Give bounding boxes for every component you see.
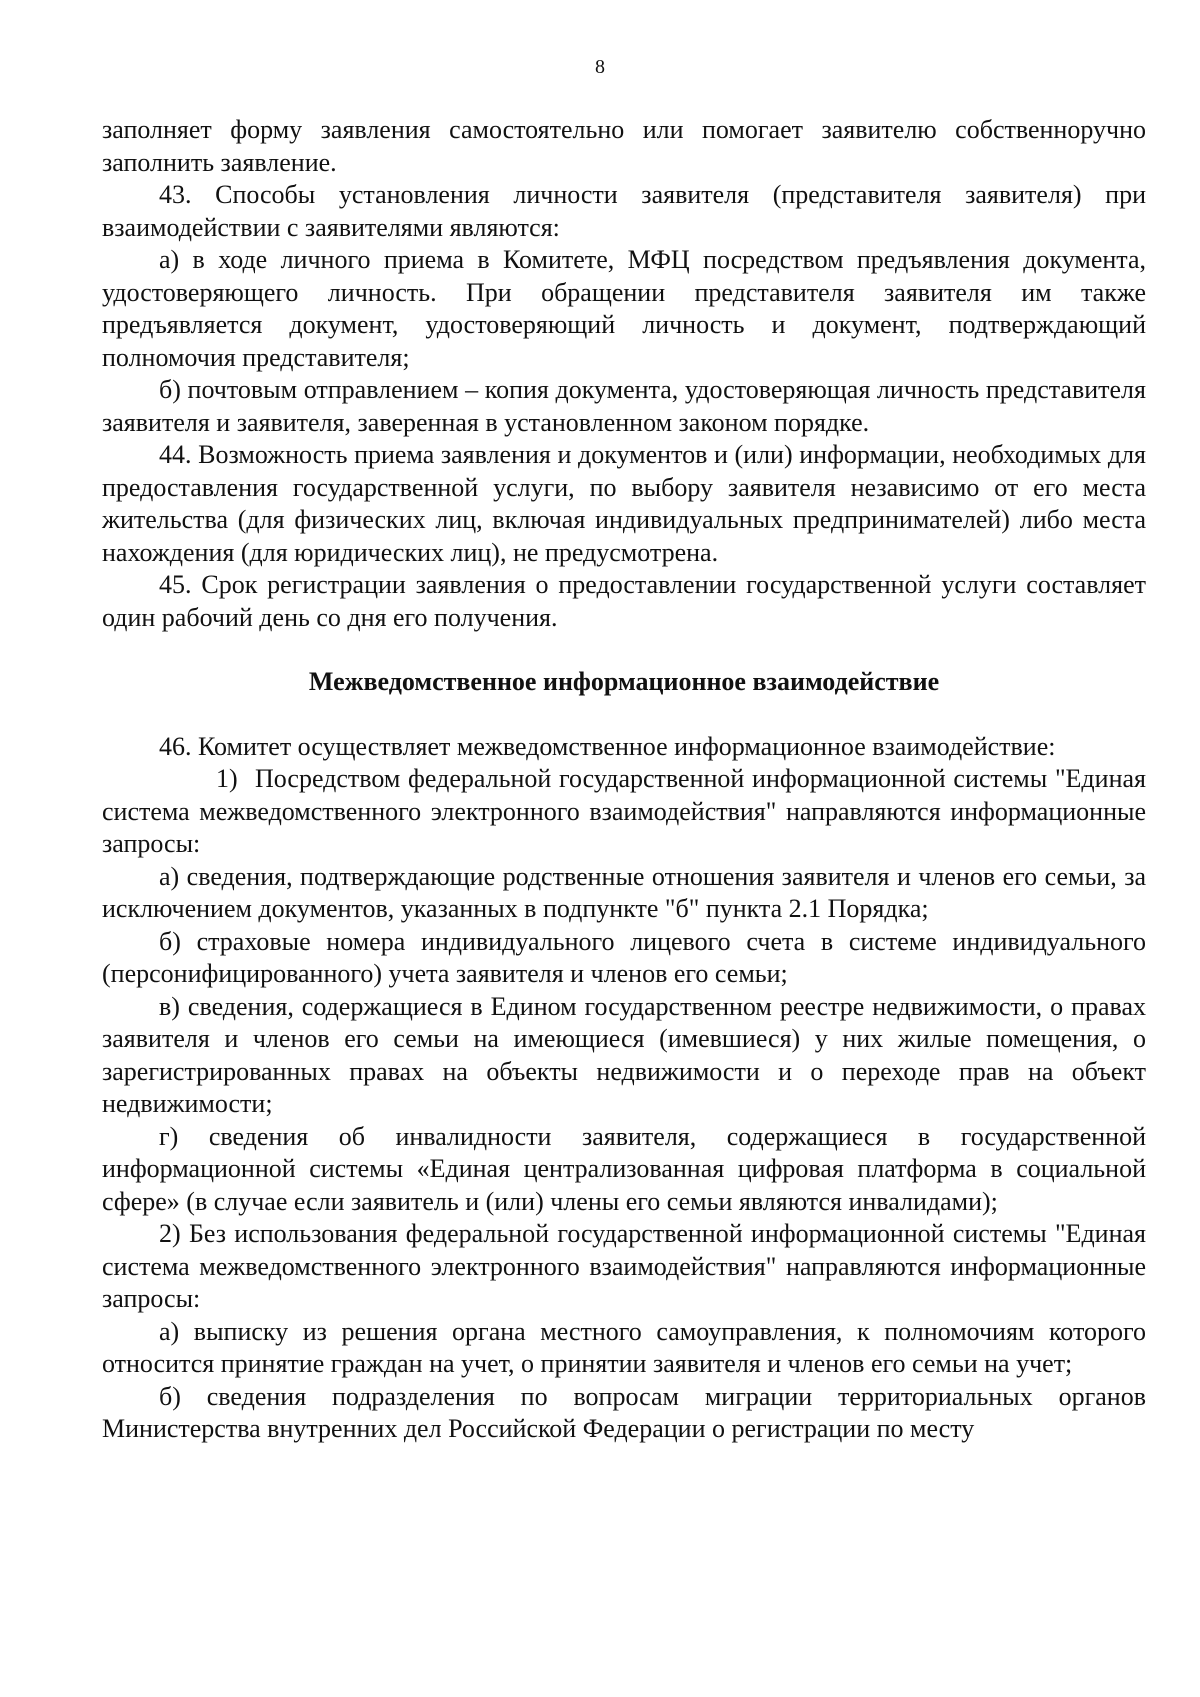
document-body xyxy=(102,114,1146,1446)
page-number: 8 xyxy=(595,56,605,78)
section-heading: Межведомственное информационное взаимодействие xyxy=(308,667,940,696)
paragraph-continuation: заполняет форму заявления самостоятельно или помогает заявителю собственноручно заполнить заявление. xyxy=(102,115,1146,177)
paragraph-46: 46. Комитет осуществляет межведомственное информационное взаимодействие: xyxy=(159,731,1056,761)
paragraph-46-item2a: а) выписку из решения органа местного самоуправления, к полномочиям которого относится принятие граждан на учет, о принятии заявителя и членов его семьи на учет; xyxy=(102,1316,1146,1378)
paragraph-46-item1 xyxy=(102,763,1146,861)
paragraph-46-item1c: в) сведения, содержащиеся в Едином государственном реестре недвижимости, о правах заявителя и членов его семьи на имеющиеся (имевшиеся) у них жилые помещения, о зарегистрированных правах на объекты недвижимости и о переходе прав на объект недвижимости; xyxy=(102,991,1146,1118)
paragraph-43b: б) почтовым отправлением – копия документа, удостоверяющая личность представителя заявителя и заявителя, заверенная в установленном законом порядке. xyxy=(102,375,1146,437)
paragraph-46-item2: 2) Без использования федеральной государственной информационной системы "Единая система межведомственного электронного взаимодействия" направляются информационные запросы: xyxy=(102,1219,1146,1313)
item1-text: Посредством федеральной государственной информационной системы "Единая система межведомственного электронного взаимодействия" направляются информационные запросы: xyxy=(102,764,1146,858)
paragraph-43: 43. Способы установления личности заявителя (представителя заявителя) при взаимодействии с заявителями являются: xyxy=(102,180,1146,242)
paragraph-46-item1a: а) сведения, подтверждающие родственные отношения заявителя и членов его семьи, за исключением документов, указанных в подпункте "б" пункта 2.1 Порядка; xyxy=(102,861,1146,923)
paragraph-43a: а) в ходе личного приема в Комитете, МФЦ посредством предъявления документа, удостоверяющего личность. При обращении представителя заявителя им также предъявляется документ, удостоверяющий личность и документ, подтверждающий полномочия представителя; xyxy=(102,245,1146,372)
paragraph-46-item2b: б) сведения подразделения по вопросам миграции территориальных органов Министерства внутренних дел Российской Федерации о регистрации по месту xyxy=(102,1381,1146,1443)
paragraph-46-item1d: г) сведения об инвалидности заявителя, содержащиеся в государственной информационной системы «Единая централизованная цифровая платформа в социальной сфере» (в случае если заявитель и (или) члены его семьи являются инвалидами); xyxy=(102,1121,1146,1216)
item1-number: 1) xyxy=(216,764,238,793)
paragraph-46-item1b: б) страховые номера индивидуального лицевого счета в системе индивидуального (персонифицированного) учета заявителя и членов его семьи; xyxy=(102,926,1146,988)
paragraph-44: 44. Возможность приема заявления и документов и (или) информации, необходимых для предоставления государственной услуги, по выбору заявителя независимо от его места жительства (для физических лиц, включая индивидуальных предпринимателей) либо места нахождения (для юридических лиц), не предусмотрена. xyxy=(102,440,1146,567)
paragraph-45: 45. Срок регистрации заявления о предоставлении государственной услуги составляет один рабочий день со дня его получения. xyxy=(102,570,1146,632)
